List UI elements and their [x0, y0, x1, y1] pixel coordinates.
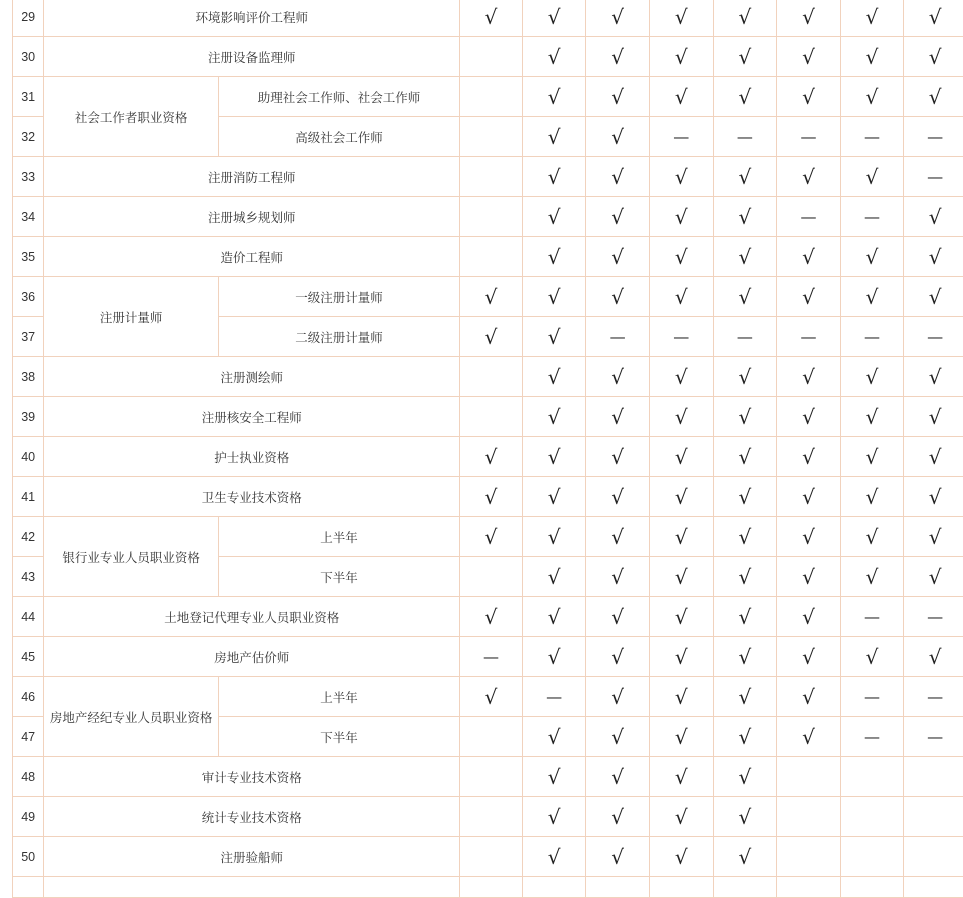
check-mark-cell: √	[713, 517, 777, 557]
check-mark-cell: √	[649, 237, 713, 277]
check-mark-cell: √	[522, 277, 586, 317]
dash-cell: —	[840, 117, 904, 157]
check-mark-cell: √	[522, 77, 586, 117]
empty-cell	[460, 77, 523, 117]
qualification-name: 注册验船师	[44, 837, 460, 877]
empty-cell	[460, 397, 523, 437]
check-mark-cell: √	[586, 797, 650, 837]
empty-cell	[586, 877, 650, 898]
qualification-name: 注册测绘师	[44, 357, 460, 397]
check-mark-cell: √	[777, 717, 841, 757]
row-number: 47	[13, 717, 44, 757]
qualification-name: 注册核安全工程师	[44, 397, 460, 437]
dash-cell: —	[904, 677, 963, 717]
table-row	[13, 837, 963, 877]
check-mark-cell: √	[649, 517, 713, 557]
check-mark-cell: √	[649, 197, 713, 237]
check-mark-cell: √	[713, 757, 777, 797]
table-row	[13, 437, 963, 477]
check-mark-cell: √	[586, 677, 650, 717]
table-row	[13, 357, 963, 397]
table-row	[13, 237, 963, 277]
check-mark-cell: √	[713, 597, 777, 637]
empty-cell	[13, 877, 44, 898]
qualification-group: 社会工作者职业资格	[44, 77, 219, 157]
check-mark-cell: √	[840, 357, 904, 397]
dash-cell: —	[777, 117, 841, 157]
check-mark-cell: √	[777, 437, 841, 477]
check-mark-cell: √	[840, 437, 904, 477]
check-mark-cell: √	[713, 237, 777, 277]
row-number: 41	[13, 477, 44, 517]
check-mark-cell: √	[713, 437, 777, 477]
qualification-subtype: 上半年	[218, 517, 459, 557]
qualification-name: 注册消防工程师	[44, 157, 460, 197]
empty-cell	[777, 757, 841, 797]
check-mark-cell: √	[649, 717, 713, 757]
check-mark-cell: √	[777, 357, 841, 397]
table-row	[13, 197, 963, 237]
dash-cell: —	[649, 117, 713, 157]
empty-cell	[460, 877, 523, 898]
check-mark-cell: √	[460, 477, 523, 517]
check-mark-cell: √	[777, 237, 841, 277]
dash-cell: —	[840, 197, 904, 237]
check-mark-cell: √	[713, 277, 777, 317]
qualification-name: 注册城乡规划师	[44, 197, 460, 237]
empty-cell	[460, 237, 523, 277]
check-mark-cell: √	[522, 517, 586, 557]
check-mark-cell: √	[840, 477, 904, 517]
dash-cell: —	[840, 317, 904, 357]
check-mark-cell: √	[713, 637, 777, 677]
check-mark-cell: √	[522, 37, 586, 77]
check-mark-cell: √	[840, 0, 904, 37]
check-mark-cell: √	[713, 717, 777, 757]
qualification-group: 房地产经纪专业人员职业资格	[44, 677, 219, 757]
empty-cell	[777, 877, 841, 898]
check-mark-cell: √	[586, 37, 650, 77]
check-mark-cell: √	[586, 557, 650, 597]
check-mark-cell: √	[777, 397, 841, 437]
check-mark-cell: √	[522, 357, 586, 397]
table-row	[13, 77, 963, 117]
row-number: 34	[13, 197, 44, 237]
dash-cell: —	[840, 597, 904, 637]
row-number: 38	[13, 357, 44, 397]
check-mark-cell: √	[586, 77, 650, 117]
check-mark-cell: √	[649, 757, 713, 797]
table-row	[13, 677, 963, 717]
check-mark-cell: √	[840, 637, 904, 677]
empty-cell	[460, 717, 523, 757]
check-mark-cell: √	[777, 557, 841, 597]
check-mark-cell: √	[713, 397, 777, 437]
dash-cell: —	[586, 317, 650, 357]
check-mark-cell: √	[713, 837, 777, 877]
row-number: 31	[13, 77, 44, 117]
check-mark-cell: √	[649, 157, 713, 197]
dash-cell: —	[777, 317, 841, 357]
check-mark-cell: √	[586, 597, 650, 637]
check-mark-cell: √	[522, 597, 586, 637]
check-mark-cell: √	[649, 277, 713, 317]
table-row	[13, 477, 963, 517]
empty-cell	[713, 877, 777, 898]
table-row	[13, 757, 963, 797]
check-mark-cell: √	[777, 597, 841, 637]
check-mark-cell: √	[586, 357, 650, 397]
dash-cell: —	[713, 117, 777, 157]
dash-cell: —	[904, 317, 963, 357]
empty-cell	[460, 357, 523, 397]
check-mark-cell: √	[586, 0, 650, 37]
check-mark-cell: √	[777, 517, 841, 557]
check-mark-cell: √	[840, 157, 904, 197]
check-mark-cell: √	[586, 437, 650, 477]
table-row	[13, 397, 963, 437]
qualification-subtype: 助理社会工作师、社会工作师	[218, 77, 459, 117]
check-mark-cell: √	[649, 637, 713, 677]
check-mark-cell: √	[904, 557, 963, 597]
check-mark-cell: √	[460, 277, 523, 317]
check-mark-cell: √	[460, 677, 523, 717]
check-mark-cell: √	[713, 557, 777, 597]
check-mark-cell: √	[904, 517, 963, 557]
check-mark-cell: √	[777, 277, 841, 317]
empty-cell	[904, 797, 963, 837]
check-mark-cell: √	[522, 437, 586, 477]
check-mark-cell: √	[586, 517, 650, 557]
table-row	[13, 517, 963, 557]
empty-cell	[460, 837, 523, 877]
check-mark-cell: √	[904, 397, 963, 437]
table-row	[13, 157, 963, 197]
check-mark-cell: √	[586, 717, 650, 757]
check-mark-cell: √	[522, 317, 586, 357]
row-number: 50	[13, 837, 44, 877]
check-mark-cell: √	[460, 437, 523, 477]
check-mark-cell: √	[586, 637, 650, 677]
check-mark-cell: √	[522, 717, 586, 757]
check-mark-cell: √	[713, 37, 777, 77]
check-mark-cell: √	[904, 637, 963, 677]
check-mark-cell: √	[713, 797, 777, 837]
empty-cell	[44, 877, 460, 898]
qualification-subtype: 二级注册计量师	[218, 317, 459, 357]
check-mark-cell: √	[522, 637, 586, 677]
dash-cell: —	[649, 317, 713, 357]
dash-cell: —	[904, 597, 963, 637]
qualification-name: 审计专业技术资格	[44, 757, 460, 797]
check-mark-cell: √	[586, 237, 650, 277]
check-mark-cell: √	[777, 37, 841, 77]
check-mark-cell: √	[522, 397, 586, 437]
empty-cell	[460, 157, 523, 197]
check-mark-cell: √	[713, 357, 777, 397]
check-mark-cell: √	[586, 837, 650, 877]
check-mark-cell: √	[840, 37, 904, 77]
check-mark-cell: √	[840, 77, 904, 117]
check-mark-cell: √	[586, 157, 650, 197]
check-mark-cell: √	[460, 0, 523, 37]
dash-cell: —	[713, 317, 777, 357]
check-mark-cell: √	[777, 677, 841, 717]
qualification-name: 房地产估价师	[44, 637, 460, 677]
check-mark-cell: √	[713, 677, 777, 717]
qualification-group: 注册计量师	[44, 277, 219, 357]
qualification-table	[12, 0, 963, 898]
dash-cell: —	[522, 677, 586, 717]
check-mark-cell: √	[460, 517, 523, 557]
row-number: 29	[13, 0, 44, 37]
check-mark-cell: √	[649, 37, 713, 77]
qualification-name: 土地登记代理专业人员职业资格	[44, 597, 460, 637]
row-number: 48	[13, 757, 44, 797]
row-number: 49	[13, 797, 44, 837]
check-mark-cell: √	[522, 197, 586, 237]
check-mark-cell: √	[522, 117, 586, 157]
table-body	[13, 0, 963, 898]
table-row-partial	[13, 877, 963, 898]
dash-cell: —	[904, 117, 963, 157]
check-mark-cell: √	[777, 77, 841, 117]
check-mark-cell: √	[713, 157, 777, 197]
check-mark-cell: √	[522, 157, 586, 197]
row-number: 39	[13, 397, 44, 437]
check-mark-cell: √	[904, 77, 963, 117]
empty-cell	[460, 37, 523, 77]
check-mark-cell: √	[586, 197, 650, 237]
check-mark-cell: √	[586, 757, 650, 797]
check-mark-cell: √	[460, 317, 523, 357]
row-number: 46	[13, 677, 44, 717]
qualification-name: 护士执业资格	[44, 437, 460, 477]
qualification-name: 统计专业技术资格	[44, 797, 460, 837]
dash-cell: —	[460, 637, 523, 677]
check-mark-cell: √	[904, 0, 963, 37]
table-row	[13, 797, 963, 837]
check-mark-cell: √	[904, 37, 963, 77]
check-mark-cell: √	[522, 477, 586, 517]
check-mark-cell: √	[649, 677, 713, 717]
check-mark-cell: √	[522, 797, 586, 837]
check-mark-cell: √	[649, 557, 713, 597]
empty-cell	[777, 837, 841, 877]
check-mark-cell: √	[586, 117, 650, 157]
check-mark-cell: √	[777, 0, 841, 37]
check-mark-cell: √	[904, 477, 963, 517]
check-mark-cell: √	[522, 237, 586, 277]
qualification-subtype: 上半年	[218, 677, 459, 717]
empty-cell	[460, 117, 523, 157]
qualification-subtype: 下半年	[218, 717, 459, 757]
check-mark-cell: √	[649, 597, 713, 637]
empty-cell	[840, 797, 904, 837]
check-mark-cell: √	[904, 197, 963, 237]
qualification-name: 卫生专业技术资格	[44, 477, 460, 517]
empty-cell	[649, 877, 713, 898]
empty-cell	[904, 757, 963, 797]
row-number: 33	[13, 157, 44, 197]
empty-cell	[460, 797, 523, 837]
table-row	[13, 0, 963, 37]
empty-cell	[840, 877, 904, 898]
empty-cell	[460, 557, 523, 597]
table-row	[13, 637, 963, 677]
check-mark-cell: √	[649, 77, 713, 117]
check-mark-cell: √	[586, 477, 650, 517]
check-mark-cell: √	[649, 357, 713, 397]
qualification-group: 银行业专业人员职业资格	[44, 517, 219, 597]
empty-cell	[840, 757, 904, 797]
check-mark-cell: √	[840, 517, 904, 557]
check-mark-cell: √	[777, 477, 841, 517]
check-mark-cell: √	[904, 277, 963, 317]
qualification-subtype: 一级注册计量师	[218, 277, 459, 317]
check-mark-cell: √	[649, 837, 713, 877]
check-mark-cell: √	[649, 437, 713, 477]
check-mark-cell: √	[522, 0, 586, 37]
check-mark-cell: √	[522, 757, 586, 797]
check-mark-cell: √	[713, 477, 777, 517]
row-number: 32	[13, 117, 44, 157]
qualification-name: 注册设备监理师	[44, 37, 460, 77]
table-row	[13, 37, 963, 77]
check-mark-cell: √	[522, 837, 586, 877]
check-mark-cell: √	[460, 597, 523, 637]
check-mark-cell: √	[840, 397, 904, 437]
row-number: 43	[13, 557, 44, 597]
empty-cell	[840, 837, 904, 877]
dash-cell: —	[904, 157, 963, 197]
qualification-name: 造价工程师	[44, 237, 460, 277]
dash-cell: —	[840, 717, 904, 757]
dash-cell: —	[777, 197, 841, 237]
row-number: 36	[13, 277, 44, 317]
check-mark-cell: √	[904, 437, 963, 477]
check-mark-cell: √	[713, 197, 777, 237]
table-row	[13, 597, 963, 637]
row-number: 30	[13, 37, 44, 77]
check-mark-cell: √	[522, 557, 586, 597]
check-mark-cell: √	[649, 397, 713, 437]
row-number: 35	[13, 237, 44, 277]
check-mark-cell: √	[904, 357, 963, 397]
check-mark-cell: √	[904, 237, 963, 277]
table-row	[13, 277, 963, 317]
empty-cell	[904, 877, 963, 898]
qualification-subtype: 高级社会工作师	[218, 117, 459, 157]
row-number: 42	[13, 517, 44, 557]
check-mark-cell: √	[777, 157, 841, 197]
dash-cell: —	[904, 717, 963, 757]
check-mark-cell: √	[840, 277, 904, 317]
check-mark-cell: √	[649, 797, 713, 837]
dash-cell: —	[840, 677, 904, 717]
check-mark-cell: √	[777, 637, 841, 677]
check-mark-cell: √	[586, 397, 650, 437]
qualification-subtype: 下半年	[218, 557, 459, 597]
check-mark-cell: √	[713, 77, 777, 117]
empty-cell	[460, 757, 523, 797]
qualification-name: 环境影响评价工程师	[44, 0, 460, 37]
check-mark-cell: √	[840, 237, 904, 277]
empty-cell	[777, 797, 841, 837]
empty-cell	[460, 197, 523, 237]
row-number: 44	[13, 597, 44, 637]
empty-cell	[904, 837, 963, 877]
check-mark-cell: √	[713, 0, 777, 37]
check-mark-cell: √	[840, 557, 904, 597]
check-mark-cell: √	[649, 477, 713, 517]
row-number: 45	[13, 637, 44, 677]
row-number: 40	[13, 437, 44, 477]
check-mark-cell: √	[649, 0, 713, 37]
empty-cell	[522, 877, 586, 898]
row-number: 37	[13, 317, 44, 357]
check-mark-cell: √	[586, 277, 650, 317]
